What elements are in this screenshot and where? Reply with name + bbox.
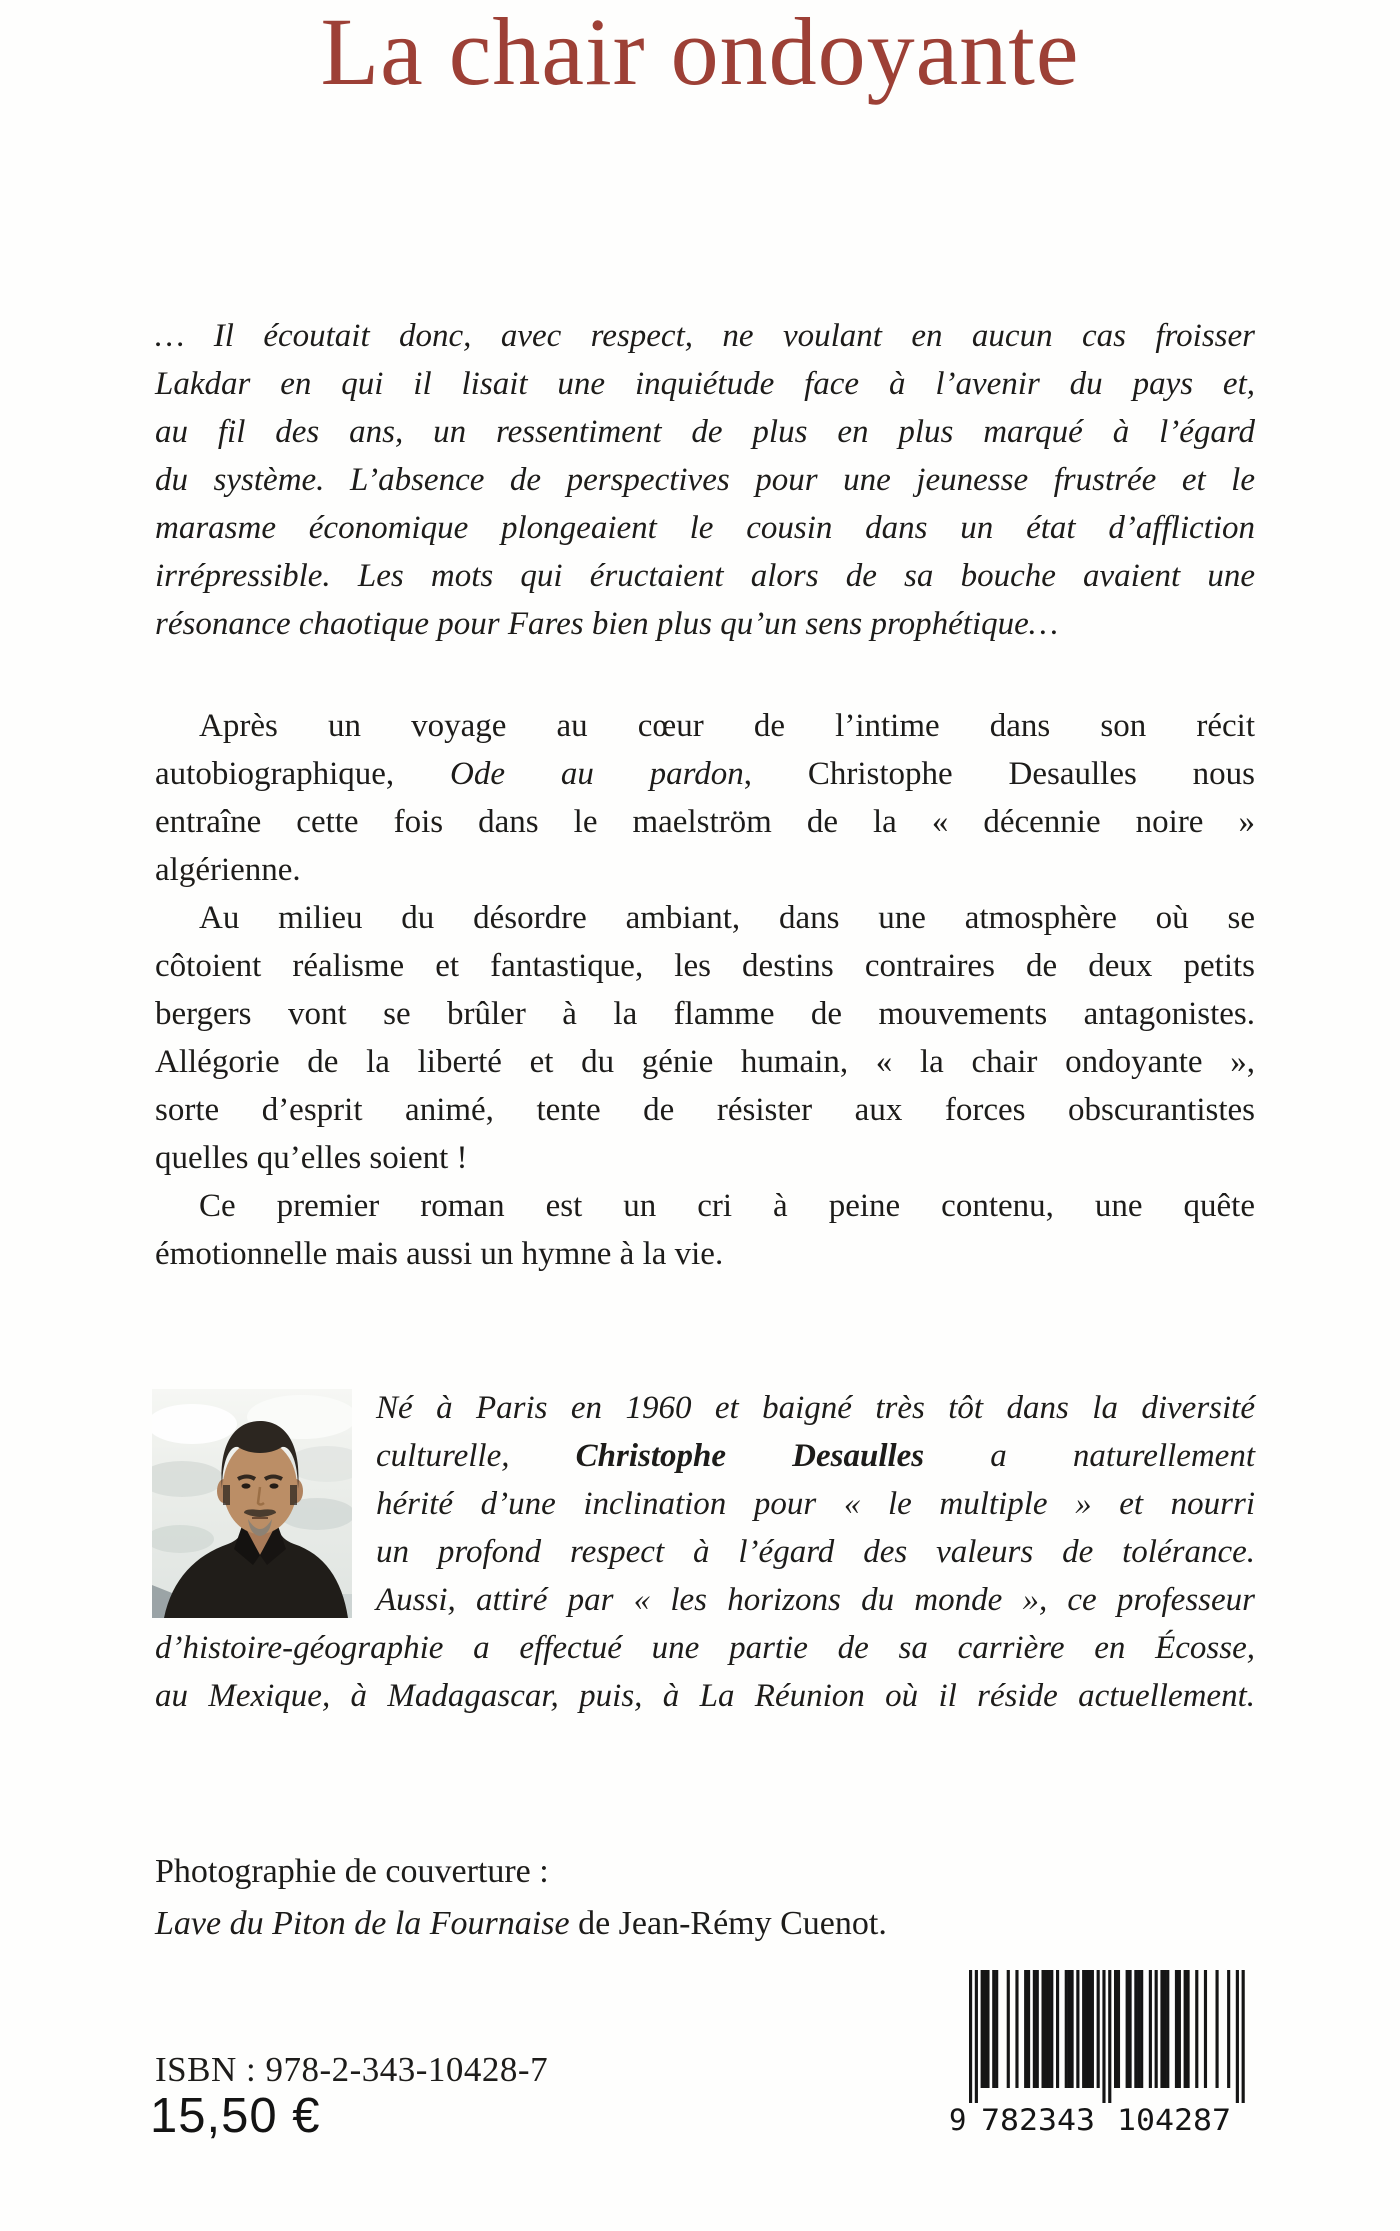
excerpt-paragraph xyxy=(155,312,1255,648)
barcode-digits-left-group: 782343 xyxy=(981,2103,1095,2137)
cover-photo-credit xyxy=(155,1846,1255,1950)
text-line: culturelle, Christophe Desaulles a naturellement xyxy=(376,1438,1255,1474)
text-line: autobiographique, Ode au pardon, Christophe Desaulles nous xyxy=(155,756,1256,792)
text-line: bergers vont se brûler à la flamme de mouvements antagonistes. xyxy=(155,996,1255,1032)
author-portrait-illustration xyxy=(152,1389,352,1618)
text-line: côtoient réalisme et fantastique, les destins contraires de deux petits xyxy=(155,948,1255,984)
text-line: hérité d’une inclination pour « le multiple » et nourri xyxy=(376,1486,1255,1522)
author-bio-beside-photo xyxy=(376,1384,1255,1624)
text-line: Après un voyage au cœur de l’intime dans son récit xyxy=(199,708,1255,744)
text-line: un profond respect à l’égard des valeurs de tolérance. xyxy=(376,1534,1255,1570)
book-title: La chair ondoyante xyxy=(320,0,1080,105)
text-line: irrépressible. Les mots qui éructaient alors de sa bouche avaient une xyxy=(155,558,1255,594)
text-line: quelles qu’elles soient ! xyxy=(155,1140,468,1176)
synopsis xyxy=(155,702,1255,1278)
text-line: … Il écoutait donc, avec respect, ne voulant en aucun cas froisser xyxy=(155,318,1255,354)
text-line: résonance chaotique pour Fares bien plus qu’un sens prophétique… xyxy=(155,606,1059,642)
text-line: au fil des ans, un ressentiment de plus en plus marqué à l’égard xyxy=(155,414,1255,450)
author-bio-continued xyxy=(155,1624,1255,1720)
price: 15,50 € xyxy=(150,2089,321,2143)
text-line: Photographie de couverture : xyxy=(155,1853,549,1890)
text-line: au Mexique, à Madagascar, puis, à La Réunion où il réside actuellement. xyxy=(155,1678,1255,1714)
barcode-digits-right-group: 104287 xyxy=(1117,2103,1231,2137)
text-line: algérienne. xyxy=(155,852,301,888)
barcode-ean13 xyxy=(948,1970,1250,2138)
text-line: d’histoire-géographie a effectué une partie de sa carrière en Écosse, xyxy=(155,1630,1255,1666)
text-line: Né à Paris en 1960 et baigné très tôt dans la diversité xyxy=(376,1390,1255,1426)
text-line: Lave du Piton de la Fournaise de Jean-Rémy Cuenot. xyxy=(155,1905,887,1942)
text-line: du système. L’absence de perspectives pour une jeunesse frustrée et le xyxy=(155,462,1255,498)
text-line: Ce premier roman est un cri à peine contenu, une quête xyxy=(199,1188,1255,1224)
text-line: Aussi, attiré par « les horizons du monde », ce professeur xyxy=(376,1582,1255,1618)
barcode-bars xyxy=(948,1970,1250,2138)
isbn-number: ISBN : 978-2-343-10428-7 xyxy=(155,2050,549,2089)
text-line: Lakdar en qui il lisait une inquiétude face à l’avenir du pays et, xyxy=(155,366,1255,402)
barcode-digit-lead: 9 xyxy=(949,2103,967,2137)
text-line: émotionnelle mais aussi un hymne à la vie. xyxy=(155,1236,724,1272)
text-line: entraîne cette fois dans le maelström de la « décennie noire » xyxy=(155,804,1255,840)
text-line: Au milieu du désordre ambiant, dans une atmosphère où se xyxy=(199,900,1255,936)
text-line: Allégorie de la liberté et du génie humain, « la chair ondoyante », xyxy=(155,1044,1255,1080)
text-line: sorte d’esprit animé, tente de résister aux forces obscurantistes xyxy=(155,1092,1255,1128)
author-photo xyxy=(152,1389,352,1618)
text-line: marasme économique plongeaient le cousin dans un état d’affliction xyxy=(155,510,1255,546)
